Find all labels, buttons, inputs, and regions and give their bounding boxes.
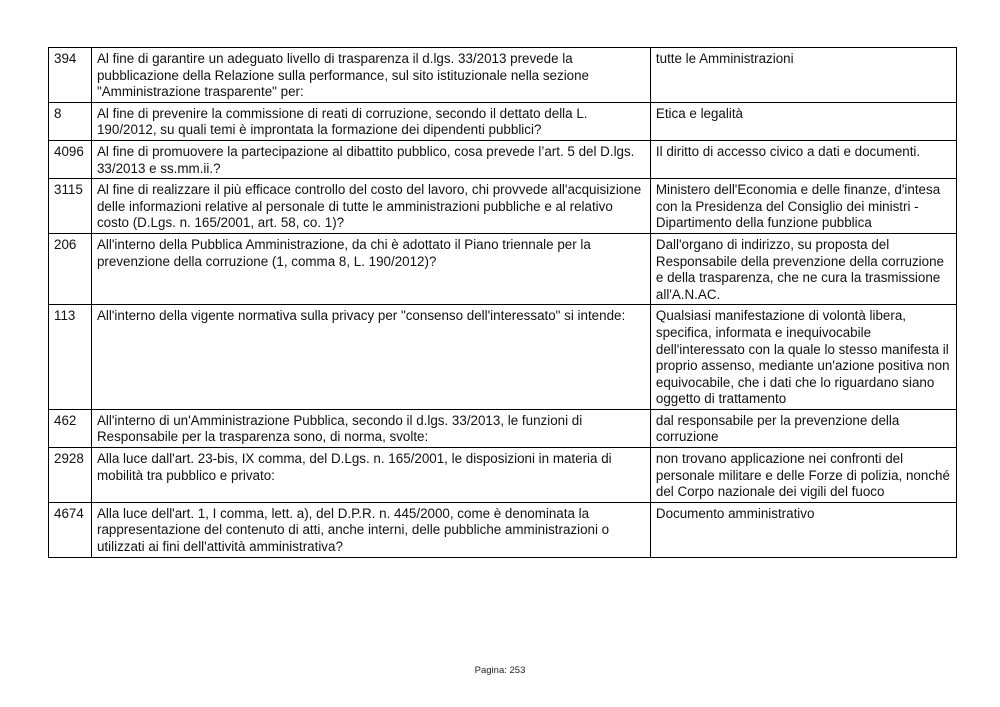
answer-text: Documento amministrativo (650, 502, 956, 557)
table-row (49, 409, 957, 447)
question-id: 4674 (49, 502, 92, 557)
table-row (49, 448, 957, 503)
answer-text: Dall'organo di indirizzo, su proposta del Responsabile della prevenzione della corruzione e della trasparenza, che ne cura la trasmissione all'A.N.AC. (650, 233, 956, 304)
answer-text: Ministero dell'Economia e delle finanze, d'intesa con la Presidenza del Consiglio dei ministri - Dipartimento della funzione pubblica (650, 179, 956, 234)
question-id: 8 (49, 102, 92, 140)
table-row (49, 140, 957, 178)
question-text: Al fine di prevenire la commissione di reati di corruzione, secondo il dettato della L. 190/2012, su quali temi è improntata la formazione dei dipendenti pubblici? (91, 102, 650, 140)
answer-text: Il diritto di accesso civico a dati e documenti. (650, 140, 956, 178)
question-text: Al fine di garantire un adeguato livello di trasparenza il d.lgs. 33/2013 prevede la pubblicazione della Relazione sulla performance, sul sito istituzionale nella sezione "Amministrazione trasparente" per: (91, 48, 650, 103)
question-text: All'interno della Pubblica Amministrazione, da chi è adottato il Piano triennale per la prevenzione della corruzione (1, comma 8, L. 190/2012)? (91, 233, 650, 304)
table-row (49, 305, 957, 410)
answer-text: tutte le Amministrazioni (650, 48, 956, 103)
question-table (48, 47, 957, 558)
question-text: All'interno della vigente normativa sulla privacy per "consenso dell'interessato" si intende: (91, 305, 650, 410)
question-text: Alla luce dell'art. 1, I comma, lett. a), del D.P.R. n. 445/2000, come è denominata la rappresentazione del contenuto di atti, anche interni, delle pubbliche amministrazioni o utilizzati ai fini dell'attività amministrativa? (91, 502, 650, 557)
table-row (49, 233, 957, 304)
question-id: 3115 (49, 179, 92, 234)
table-row (49, 48, 957, 103)
question-text: Alla luce dall'art. 23-bis, IX comma, del D.Lgs. n. 165/2001, le disposizioni in materia di mobilità tra pubblico e privato: (91, 448, 650, 503)
answer-text: Etica e legalità (650, 102, 956, 140)
answer-text: dal responsabile per la prevenzione della corruzione (650, 409, 956, 447)
table-row (49, 502, 957, 557)
page-number: Pagina: 253 (474, 665, 526, 676)
question-text: Al fine di realizzare il più efficace controllo del costo del lavoro, chi provvede all'acquisizione delle informazioni relative al personale di tutte le amministrazioni pubbliche e al relativo costo (D.Lgs. n. 165/2001, art. 58, co. 1)? (91, 179, 650, 234)
question-id: 206 (49, 233, 92, 304)
question-id: 4096 (49, 140, 92, 178)
question-id: 113 (49, 305, 92, 410)
question-id: 2928 (49, 448, 92, 503)
answer-text: Qualsiasi manifestazione di volontà libera, specifica, informata e inequivocabile dell'interessato con la quale lo stesso manifesta il proprio assenso, mediante un'azione positiva non equivocabile, che i dati che lo riguardano siano oggetto di trattamento (650, 305, 956, 410)
question-id: 462 (49, 409, 92, 447)
question-id: 394 (49, 48, 92, 103)
question-text: Al fine di promuovere la partecipazione al dibattito pubblico, cosa prevede l’art. 5 del D.lgs. 33/2013 e ss.mm.ii.? (91, 140, 650, 178)
question-text: All'interno di un'Amministrazione Pubblica, secondo il d.lgs. 33/2013, le funzioni di Responsabile per la trasparenza sono, di norma, svolte: (91, 409, 650, 447)
table-row (49, 179, 957, 234)
answer-text: non trovano applicazione nei confronti del personale militare e delle Forze di polizia, nonché del Corpo nazionale dei vigili del fuoco (650, 448, 956, 503)
table-row (49, 102, 957, 140)
